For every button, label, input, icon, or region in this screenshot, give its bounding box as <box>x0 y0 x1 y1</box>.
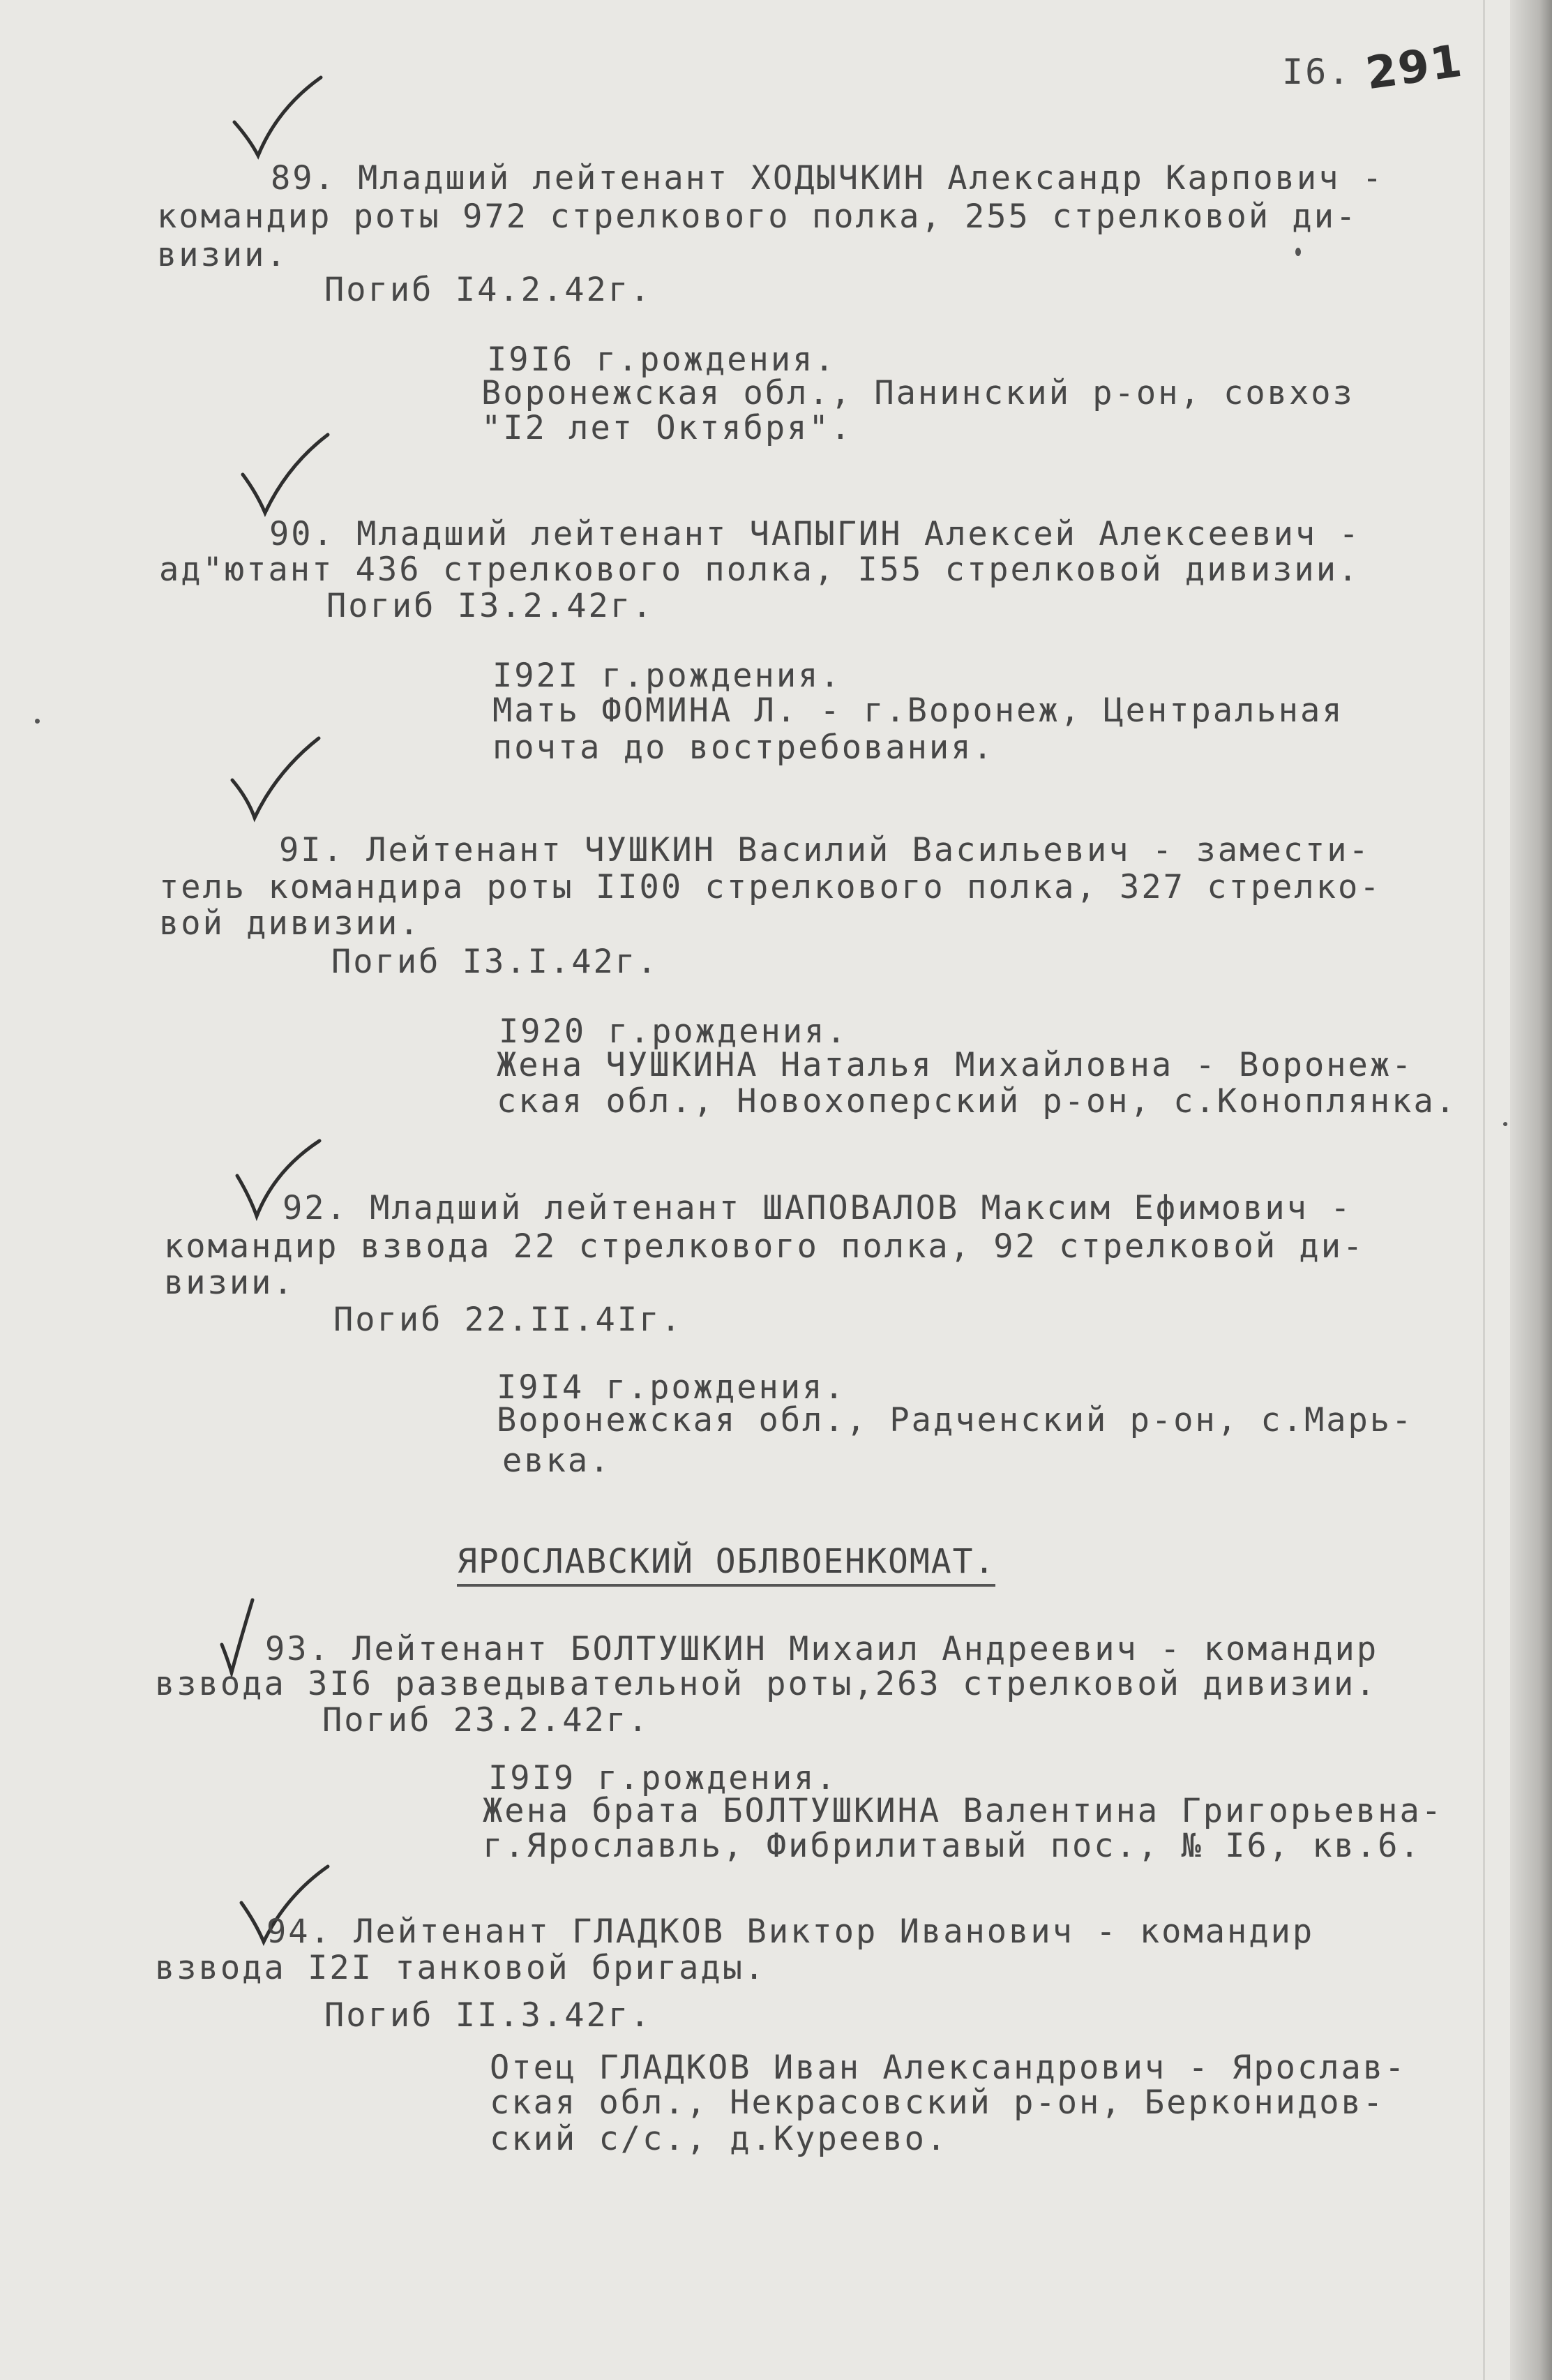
section-heading: ЯРОСЛАВСКИЙ ОБЛВОЕНКОМАТ. <box>457 1542 995 1587</box>
detail-line: ский с/с., д.Куреево. <box>490 2120 949 2158</box>
death-date: Погиб 23.2.42г. <box>322 1701 650 1739</box>
binding-edge <box>1510 0 1552 2380</box>
detail-line: "I2 лет Октября". <box>481 409 853 447</box>
detail-line: Воронежская обл., Панинский р-он, совхоз <box>481 374 1355 412</box>
check-mark-icon <box>229 73 326 164</box>
entry-line: визии. <box>157 236 288 274</box>
detail-line: почта до востребования. <box>492 728 995 767</box>
entry-line: ад"ютант 436 стрелкового полка, I55 стрелковой дивизии. <box>159 551 1360 589</box>
detail-line: I9I4 г.рождения. <box>497 1368 846 1407</box>
death-date: Погиб I4.2.42г. <box>324 271 652 309</box>
check-mark-icon <box>237 429 335 520</box>
page-edge-line <box>1483 0 1485 2380</box>
entry-line: 94. Лейтенант ГЛАДКОВ Виктор Иванович - командир <box>266 1913 1315 1951</box>
detail-line: I92I г.рождения. <box>492 657 842 695</box>
page-number: I6. <box>1282 52 1352 92</box>
entry-line: взвода I2I танковой бригады. <box>155 1949 767 1987</box>
entry-line: 89. Младший лейтенант ХОДЫЧКИН Александр Карпович - <box>271 159 1385 197</box>
death-date: Погиб I3.I.42г. <box>331 943 659 981</box>
entry-line: 92. Младший лейтенант ШАПОВАЛОВ Максим Ефимович - <box>282 1189 1353 1227</box>
detail-line: ская обл., Новохоперский р-он, с.Коноплянка. <box>497 1082 1458 1121</box>
speck <box>35 719 40 724</box>
entry-line: взвода 3I6 разведывательной роты,263 стрелковой дивизии. <box>155 1665 1378 1703</box>
entry-line: 9I. Лейтенант ЧУШКИН Василий Васильевич - замести- <box>279 831 1371 869</box>
detail-line: Мать ФОМИНА Л. - г.Воронеж, Центральная <box>492 691 1344 730</box>
detail-line: Жена ЧУШКИНА Наталья Михайловна - Воронеж- <box>497 1046 1414 1084</box>
detail-line: I9I6 г.рождения. <box>487 340 836 379</box>
detail-line: Отец ГЛАДКОВ Иван Александрович - Ярослав- <box>490 2049 1407 2087</box>
death-date: Погиб 22.II.4Iг. <box>333 1301 683 1339</box>
detail-line: I920 г.рождения. <box>499 1012 848 1051</box>
entry-line: вой дивизии. <box>159 904 421 943</box>
entry-line: 93. Лейтенант БОЛТУШКИН Михаил Андреевич - командир <box>265 1630 1379 1668</box>
check-mark-icon <box>227 733 324 823</box>
entry-line: командир роты 972 стрелкового полка, 255 стрелковой ди- <box>157 197 1358 236</box>
death-date: Погиб II.3.42г. <box>324 1996 652 2035</box>
detail-line: евка. <box>502 1442 612 1480</box>
speck <box>1503 1122 1507 1126</box>
detail-line: I9I9 г.рождения. <box>488 1759 838 1797</box>
entry-line: визии. <box>164 1264 295 1302</box>
archive-folio-number: 291 <box>1362 35 1467 100</box>
death-date: Погиб I3.2.42г. <box>326 587 654 625</box>
detail-line: Жена брата БОЛТУШКИНА Валентина Григорьевна- <box>483 1792 1444 1830</box>
speck <box>1295 248 1301 256</box>
detail-line: Воронежская обл., Радченский р-он, с.Марь- <box>497 1401 1414 1439</box>
entry-line: командир взвода 22 стрелкового полка, 92 стрелковой ди- <box>164 1227 1365 1266</box>
entry-line: 90. Младший лейтенант ЧАПЫГИН Алексей Алексеевич - <box>269 515 1361 553</box>
detail-line: г.Ярославль, Фибрилитавый пос., № I6, кв.6. <box>483 1827 1422 1865</box>
detail-line: ская обл., Некрасовский р-он, Берконидов- <box>490 2083 1385 2122</box>
entry-line: тель командира роты II00 стрелкового полка, 327 стрелко- <box>159 868 1382 906</box>
